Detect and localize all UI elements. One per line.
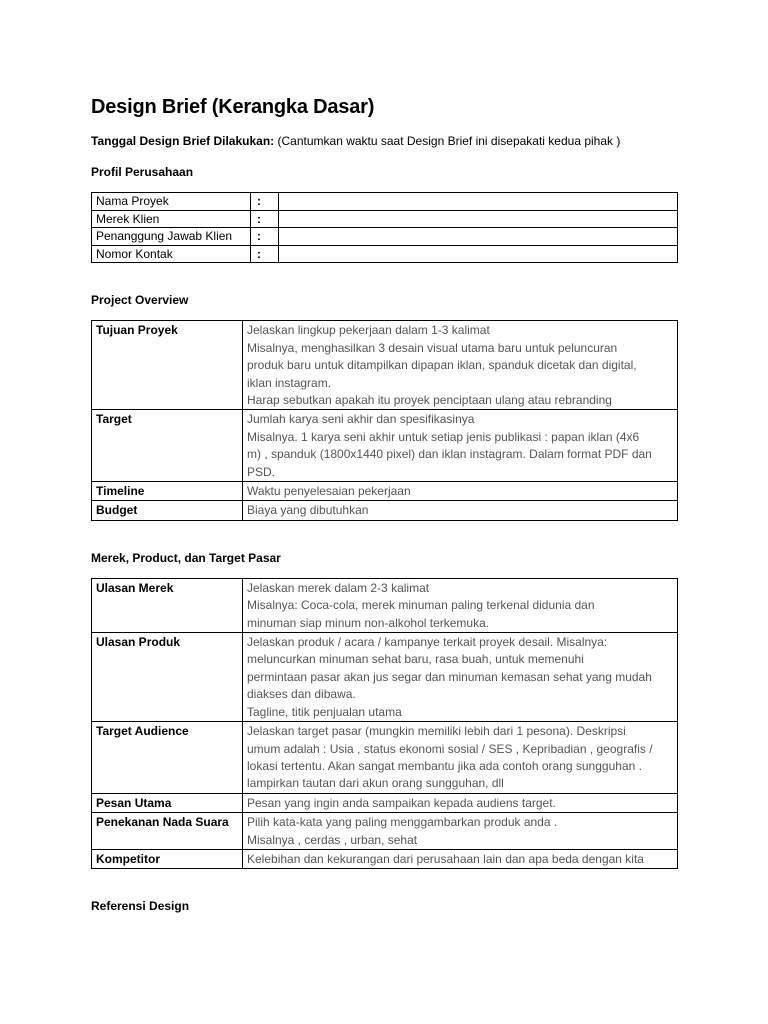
overview-value [243,321,678,410]
text-line: Waktu penyelesaian pekerjaan [247,484,411,499]
profil-key: Penanggung Jawab Klien [92,228,251,246]
table-row [92,793,678,812]
profil-key: Nomor Kontak [92,245,251,263]
profil-table [91,192,678,263]
profil-separator: : [251,210,279,228]
table-row [92,210,678,228]
merek-key: Kompetitor [92,849,243,868]
section-title-merek: Merek, Product, dan Target Pasar [91,550,281,565]
text-line: PSD. [247,464,276,479]
profil-value-field[interactable] [279,228,678,246]
merek-value [243,633,678,722]
overview-key: Target [92,410,243,482]
text-line: Pesan yang ingin anda sampaikan kepada audiens target. [247,795,556,810]
merek-value [243,578,678,632]
text-line: lampirkan tautan dari akun orang sungguhan, dll [247,776,504,791]
table-row [92,245,678,263]
text-line: iklan instagram. [247,375,332,390]
text-line: Jelaskan target pasar (mungkin memiliki lebih dari 1 pesona). Deskripsi [247,724,626,739]
document-page [91,94,679,926]
text-line: Kelebihan dan kekurangan dari perusahaan lain dan apa beda dengan kita [247,851,644,866]
text-line: Misalnya , cerdas , urban, sehat [247,832,418,847]
text-line: Harap sebutkan apakah itu proyek penciptaan ulang atau rebranding [247,393,612,407]
date-line [91,133,679,149]
text-line: Misalnya: Coca-cola, merek minuman paling terkenal didunia dan [247,598,595,613]
profil-key: Nama Proyek [92,193,251,211]
text-line: diakses dan dibawa. [247,687,356,702]
profil-value-field[interactable] [279,245,678,263]
text-line: minuman siap minum non-alkohol terkemuka. [247,615,490,630]
table-row [92,722,678,794]
profil-key: Merek Klien [92,210,251,228]
overview-key: Timeline [92,482,243,501]
profil-separator: : [251,228,279,246]
text-line: Jelaskan lingkup pekerjaan dalam 1-3 kalimat [247,323,490,338]
overview-value [243,501,678,520]
profil-value-field[interactable] [279,210,678,228]
merek-value [243,793,678,812]
table-row [92,193,678,211]
section-title-profil: Profil Perusahaan [91,165,194,179]
table-row [92,813,678,850]
date-label: Tanggal Design Brief Dilakukan: [91,134,275,148]
overview-value [243,482,678,501]
text-line: umum adalah : Usia , status ekonomi sosial / SES , Kepribadian , geografis / [247,741,653,756]
table-row [92,849,678,868]
date-value: (Cantumkan waktu saat Design Brief ini disepakati kedua pihak ) [277,134,621,148]
text-line: Misalnya, menghasilkan 3 desain visual utama baru untuk peluncuran [247,340,618,355]
table-row [92,578,678,632]
text-line: Tagline, titik penjualan utama [247,704,402,719]
merek-key: Penekanan Nada Suara [92,813,243,850]
overview-key: Budget [92,501,243,520]
section-title-overview: Project Overview [91,293,189,308]
table-row [92,410,678,482]
merek-table [91,578,678,870]
profil-separator: : [251,245,279,263]
text-line: Pilih kata-kata yang paling menggambarkan produk anda . [247,815,558,830]
merek-key: Ulasan Produk [92,633,243,722]
section-title-referensi: Referensi Design [91,899,190,914]
merek-key: Pesan Utama [92,793,243,812]
text-line: permintaan pasar akan jus segar dan minuman kemasan sehat yang mudah [247,669,652,684]
merek-value [243,813,678,850]
table-row [92,501,678,520]
text-line: Jumlah karya seni akhir dan spesifikasinya [247,412,475,427]
merek-key: Target Audience [92,722,243,794]
merek-key: Ulasan Merek [92,578,243,632]
text-line: Jelaskan produk / acara / kampanye terkait proyek desail. Misalnya: [247,635,608,650]
table-row [92,228,678,246]
text-line: produk baru untuk ditampilkan dipapan iklan, spanduk dicetak dan digital, [247,358,637,373]
overview-value [243,410,678,482]
page-title: Design Brief (Kerangka Dasar) [91,96,375,118]
text-line: Misalnya. 1 karya seni akhir untuk setiap jenis publikasi : papan iklan (4x6 [247,429,640,444]
overview-table [91,320,678,520]
text-line: meluncurkan minuman sehat baru, rasa buah, untuk memenuhi [247,652,584,667]
profil-separator: : [251,193,279,211]
table-row [92,633,678,722]
text-line: m) , spanduk (1800x1440 pixel) dan iklan instagram. Dalam format PDF dan [247,447,652,462]
merek-value [243,722,678,794]
text-line: Jelaskan merek dalam 2-3 kalimat [247,580,430,595]
table-row [92,482,678,501]
profil-value-field[interactable] [279,193,678,211]
merek-value [243,849,678,868]
text-line: lokasi tertentu. Akan sangat membantu jika ada contoh orang sungguhan . [247,758,642,773]
overview-key: Tujuan Proyek [92,321,243,410]
text-line: Biaya yang dibutuhkan [247,503,369,518]
table-row [92,321,678,410]
